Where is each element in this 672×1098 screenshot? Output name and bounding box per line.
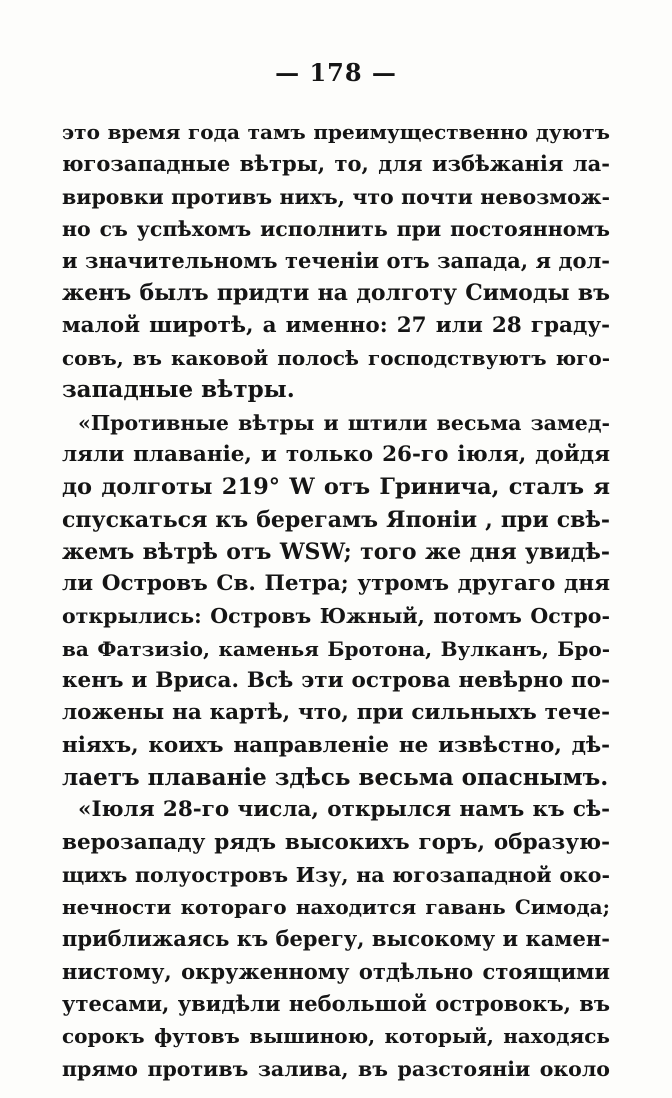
text-line: прямо противъ залива, въ разстояніи около xyxy=(62,1056,610,1081)
text-line: это время года тамъ преимущественно дуютъ xyxy=(62,120,610,144)
text-line: ляли плаваніе, и только 26-го іюля, дойдя xyxy=(62,441,610,467)
text-line: утесами, увидѣли небольшой островокъ, въ xyxy=(62,991,610,1017)
text-line: приближаясь къ берегу, высокому и камен- xyxy=(62,926,610,952)
paragraph xyxy=(62,794,610,1085)
text-line: ніяхъ, коихъ направленіе не извѣстно, дѣ- xyxy=(62,732,610,758)
text-line: женъ былъ придти на долготу Симоды въ xyxy=(62,280,610,307)
text-line: западные вѣтры. xyxy=(62,376,295,404)
page-number: — 178 — xyxy=(275,58,397,87)
text-line: ва Фатзизіо, каменья Бротона, Вулканъ, Бро- xyxy=(62,636,610,661)
text-line: верозападу рядъ высокихъ горъ, образую- xyxy=(62,829,610,855)
text-line: и значительномъ теченіи отъ запада, я дол- xyxy=(62,248,610,274)
text-line: ли Островъ Св. Петра; утромъ другаго дня xyxy=(62,571,610,597)
body-text xyxy=(62,116,610,1085)
text-line: лаетъ плаваніе здѣсь весьма опаснымъ. xyxy=(62,763,609,791)
text-line: до долготы 219° W отъ Гринича, сталъ я xyxy=(62,474,610,501)
text-line: спускаться къ берегамъ Японіи , при свѣ- xyxy=(62,506,610,533)
text-line: малой широтѣ, а именно: 27 или 28 граду- xyxy=(62,312,610,338)
paragraph xyxy=(62,116,610,407)
text-line: совъ, въ каковой полосѣ господствуютъ юго- xyxy=(62,346,610,371)
text-line: открылись: Островъ Южный, потомъ Остро- xyxy=(62,604,610,629)
text-line: «Противные вѣтры и штили весьма замед- xyxy=(78,410,610,435)
text-line: кенъ и Вриса. Всѣ эти острова невѣрно по- xyxy=(62,668,610,694)
text-line: «Іюля 28-го числа, открылся намъ къ сѣ- xyxy=(78,797,610,823)
text-line: жемъ вѣтрѣ отъ WSW; того же дня увидѣ- xyxy=(62,538,610,565)
text-line: щихъ полуостровъ Изу, на югозападной око- xyxy=(62,862,610,887)
paragraph xyxy=(62,407,610,795)
text-line: нистому, окруженному отдѣльно стоящими xyxy=(62,958,610,984)
text-line: югозападные вѣтры, то, для избѣжанія ла- xyxy=(62,151,610,177)
text-line: сорокъ футовъ вышиною, который, находясь xyxy=(62,1024,610,1049)
text-line: ложены на картѣ, что, при сильныхъ тече- xyxy=(62,700,610,726)
text-line: но съ успѣхомъ исполнить при постоянномъ xyxy=(62,216,610,241)
text-line: нечности котораго находится гавань Симода; xyxy=(62,895,610,920)
text-line: вировки противъ нихъ, что почти невозмож- xyxy=(62,184,610,209)
